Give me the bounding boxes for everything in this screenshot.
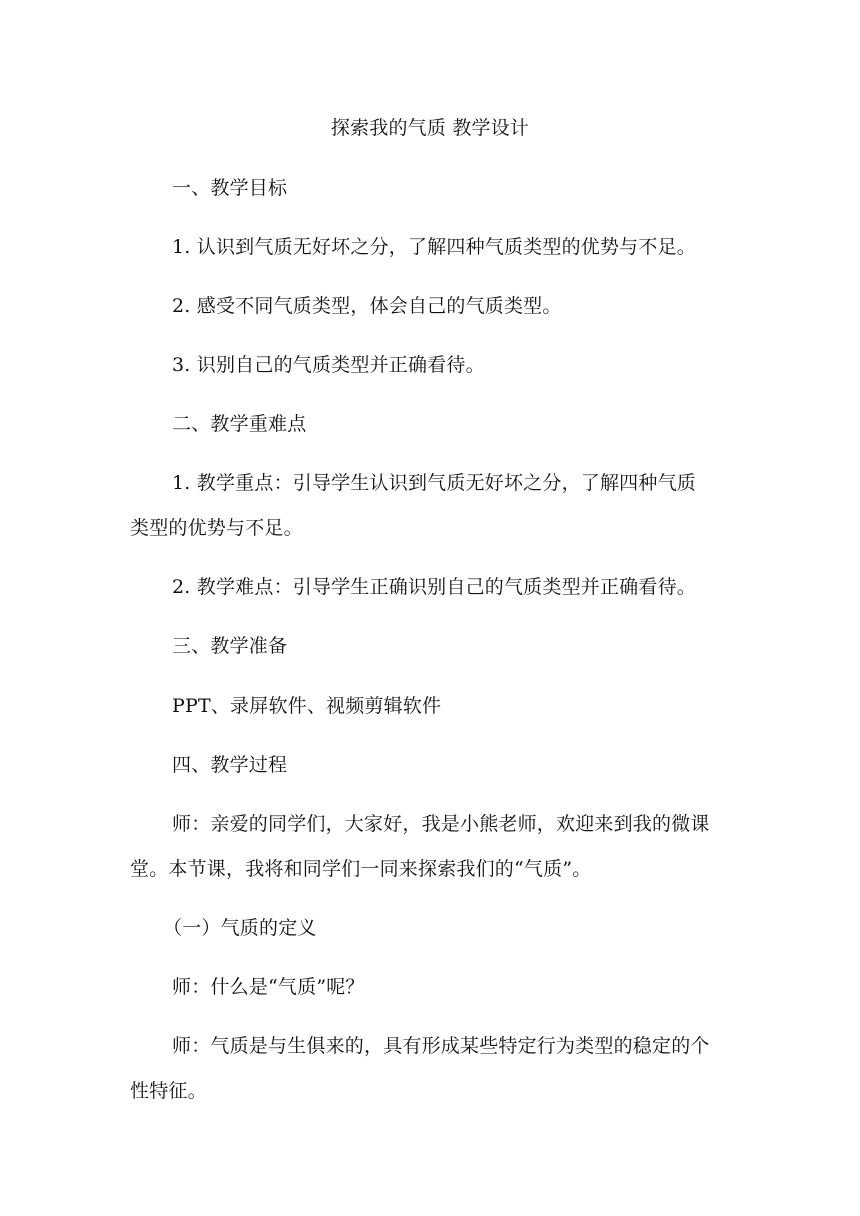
document-title: 探索我的气质 教学设计 xyxy=(330,117,530,139)
paragraph-line: 性特征。 xyxy=(130,1080,207,1102)
paragraph-line: 师：什么是“气质”呢？ xyxy=(172,976,365,998)
paragraph-line: 2. 感受不同气质类型，体会自己的气质类型。 xyxy=(172,295,562,317)
section-heading-preparation: 三、教学准备 xyxy=(172,635,288,657)
section-heading-objectives: 一、教学目标 xyxy=(172,177,288,199)
paragraph-line: PPT、录屏软件、视频剪辑软件 xyxy=(172,695,442,717)
paragraph-line: 1. 认识到气质无好坏之分，了解四种气质类型的优势与不足。 xyxy=(172,236,696,258)
section-heading-process: 四、教学过程 xyxy=(172,754,288,776)
paragraph-line: 堂。本节课，我将和同学们一同来探索我们的“气质”。 xyxy=(130,858,592,880)
paragraph-line: 师：亲爱的同学们，大家好，我是小熊老师，欢迎来到我的微课 xyxy=(172,813,710,835)
subsection-heading: （一）气质的定义 xyxy=(163,917,317,939)
paragraph-line: 师：气质是与生俱来的，具有形成某些特定行为类型的稳定的个 xyxy=(172,1035,710,1057)
paragraph-line: 1. 教学重点：引导学生认识到气质无好坏之分，了解四种气质 xyxy=(172,472,696,494)
paragraph-line: 类型的优势与不足。 xyxy=(130,517,303,539)
paragraph-line: 3. 识别自己的气质类型并正确看待。 xyxy=(172,354,485,376)
section-heading-key-points: 二、教学重难点 xyxy=(172,413,307,435)
paragraph-line: 2. 教学难点：引导学生正确识别自己的气质类型并正确看待。 xyxy=(172,576,696,598)
